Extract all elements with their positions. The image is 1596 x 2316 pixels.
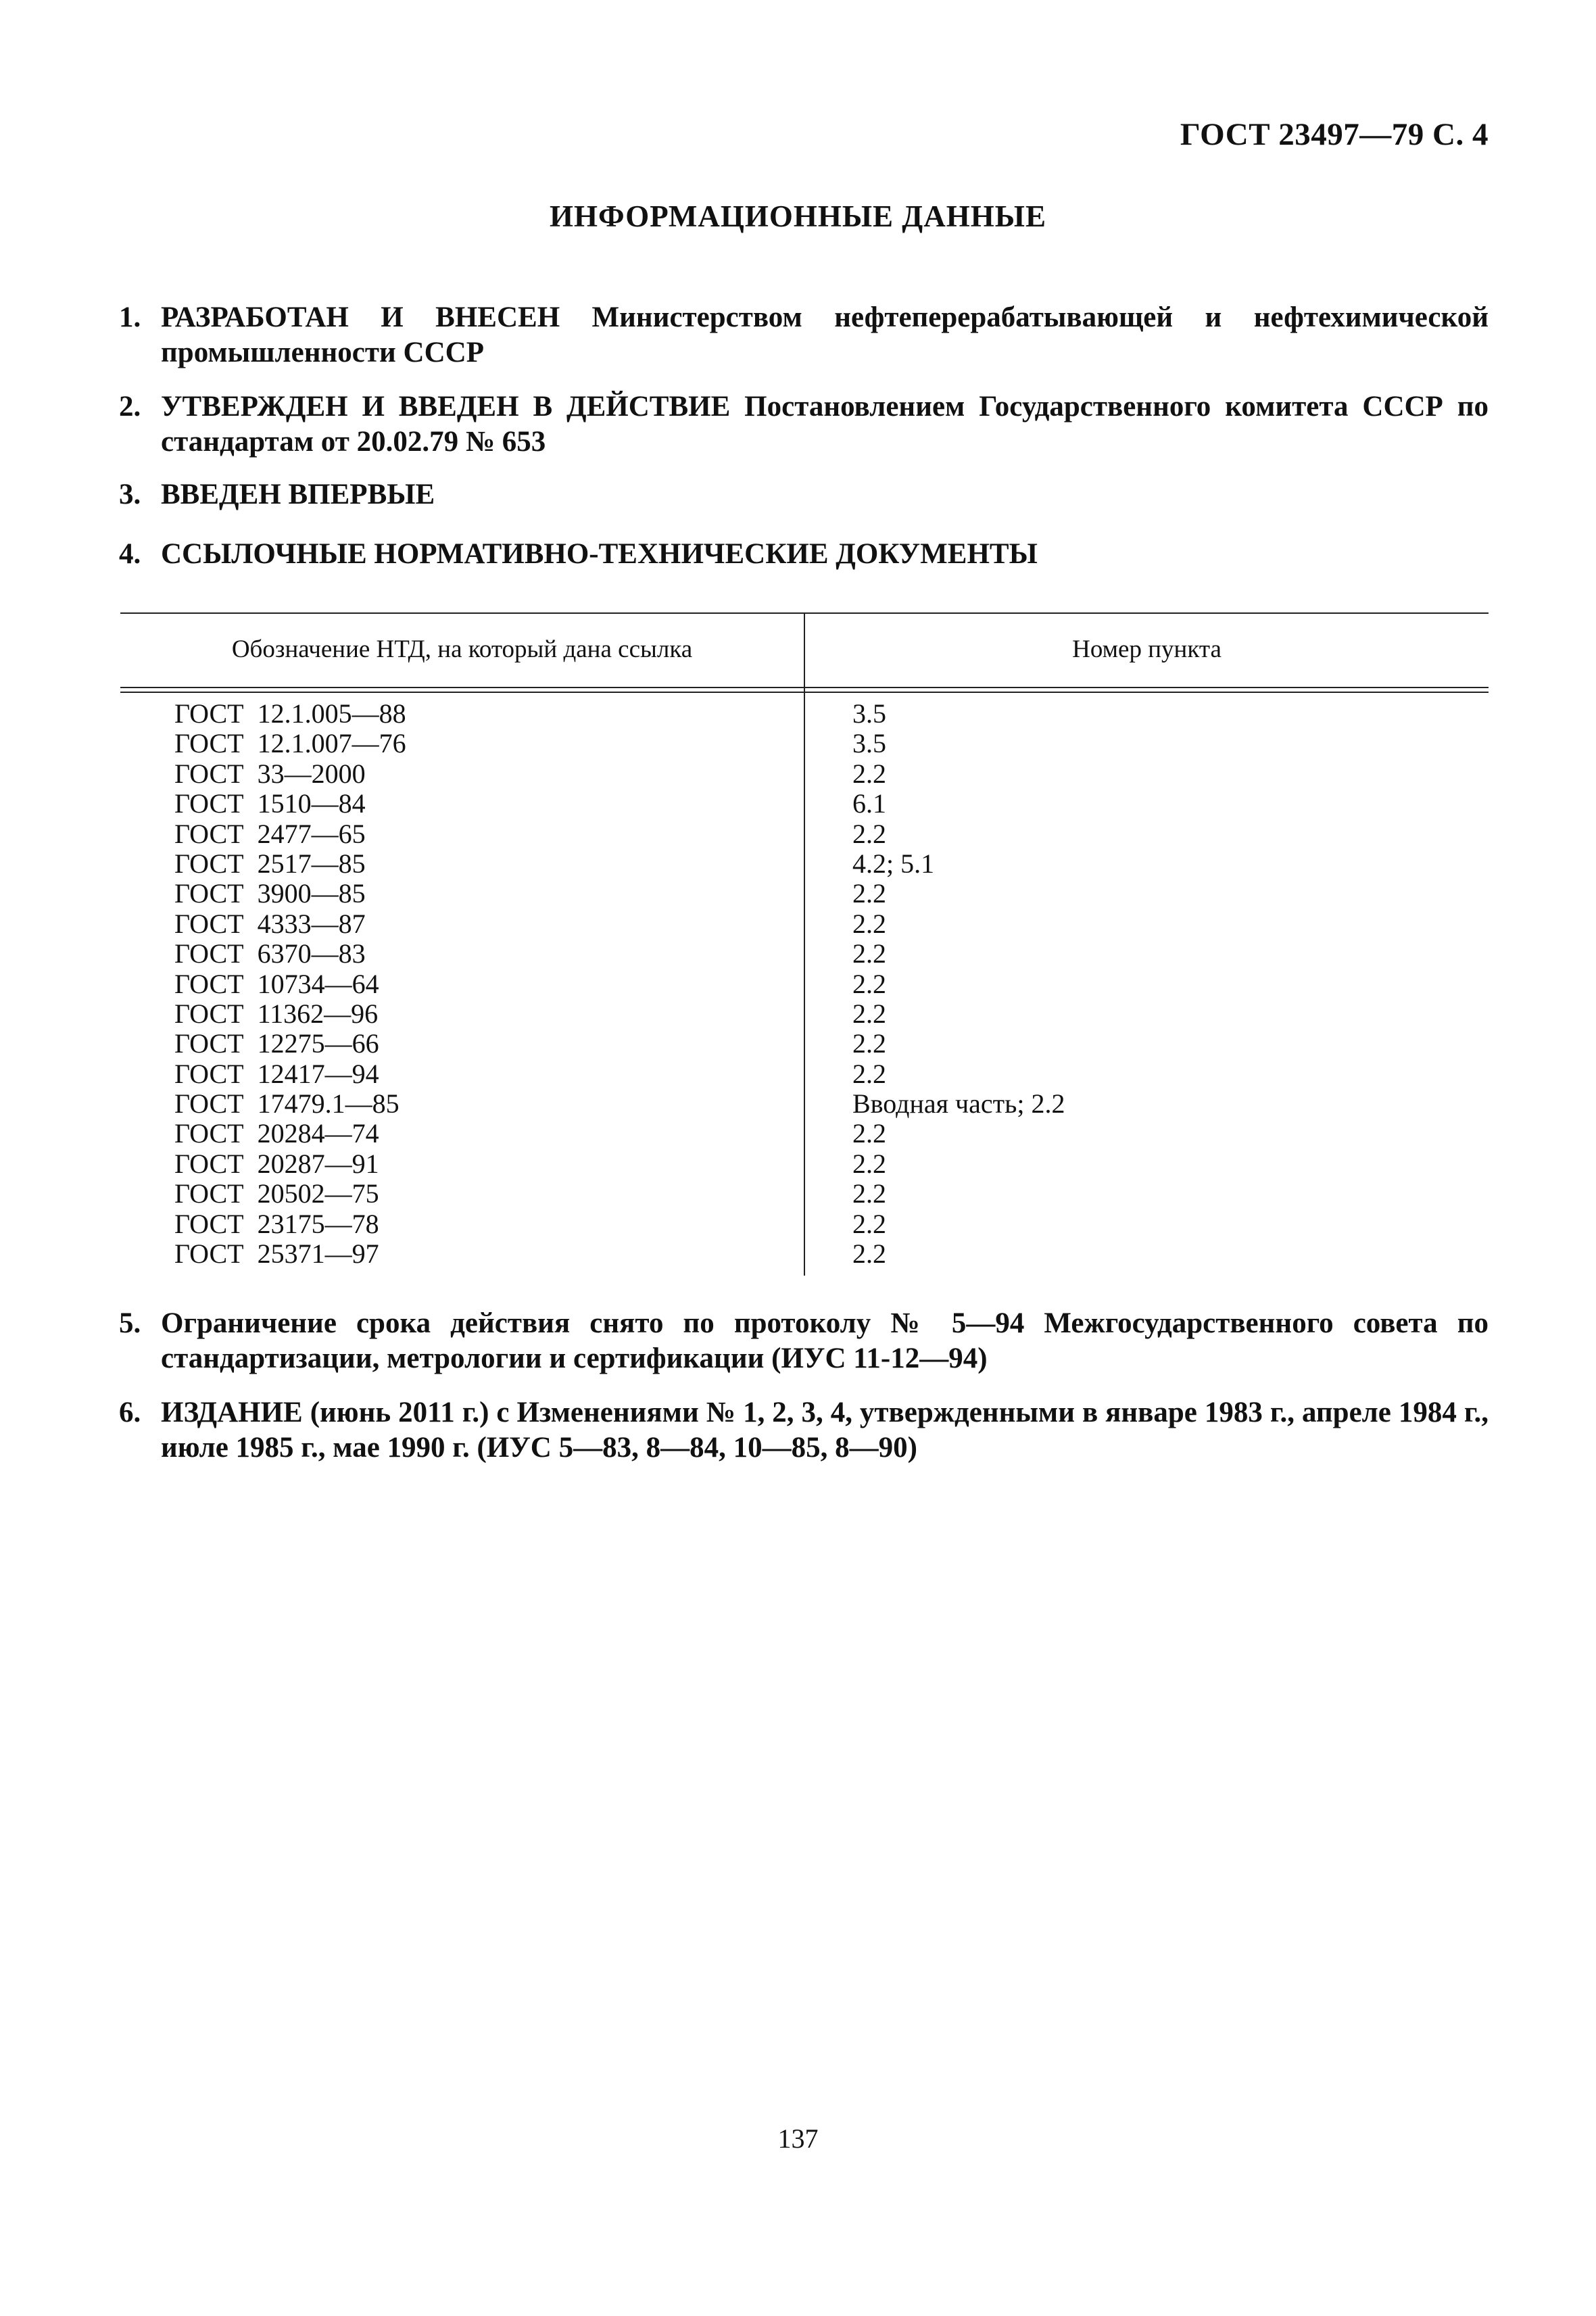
item-text: РАЗРАБОТАН И ВНЕСЕН Министерством нефтеперерабатывающей и нефтехимической промышленности СССР xyxy=(161,301,1489,368)
table-row xyxy=(120,1209,1489,1239)
cell-clause: 2.2 xyxy=(852,938,886,969)
item-text: ИЗДАНИЕ (июнь 2011 г.) с Изменениями № 1, 2, 3, 4, утвержденными в январе 1983 г., апреле 1984 г., июле 1985 г., мае 1990 г. (ИУС 5—83, 8—84, 10—85, 8—90) xyxy=(161,1397,1489,1464)
table-row xyxy=(120,699,1489,729)
cell-document: ГОСТ 12.1.005—88 xyxy=(174,698,406,729)
cell-document: ГОСТ 20284—74 xyxy=(174,1118,379,1149)
table-row xyxy=(120,819,1489,849)
info-item-5 xyxy=(119,1306,1489,1376)
table-row xyxy=(120,879,1489,909)
cell-document: ГОСТ 4333—87 xyxy=(174,908,366,939)
item-number: 5. xyxy=(119,1307,141,1339)
document-header: ГОСТ 23497—79 С. 4 xyxy=(1180,117,1489,152)
cell-clause: Вводная часть; 2.2 xyxy=(852,1088,1065,1119)
table-row xyxy=(120,909,1489,939)
table-row xyxy=(120,789,1489,819)
cell-clause: 2.2 xyxy=(852,1208,886,1239)
cell-document: ГОСТ 17479.1—85 xyxy=(174,1088,400,1119)
column-header-document: Обозначение НТД, на который дана ссылка xyxy=(231,635,693,663)
cell-document: ГОСТ 11362—96 xyxy=(174,998,379,1029)
cell-clause: 2.2 xyxy=(852,1238,886,1270)
item-text: ССЫЛОЧНЫЕ НОРМАТИВНО-ТЕХНИЧЕСКИЕ ДОКУМЕНТЫ xyxy=(161,538,1038,570)
cell-clause: 2.2 xyxy=(852,1118,886,1149)
table-row xyxy=(120,1119,1489,1149)
column-header-clause: Номер пункта xyxy=(1072,635,1222,663)
cell-clause: 2.2 xyxy=(852,1148,886,1179)
cell-clause: 2.2 xyxy=(852,818,886,849)
info-item-2 xyxy=(119,389,1489,460)
info-item-6 xyxy=(119,1395,1489,1466)
item-number: 1. xyxy=(119,301,141,333)
table-row xyxy=(120,759,1489,789)
cell-document: ГОСТ 20502—75 xyxy=(174,1178,379,1209)
table-row xyxy=(120,1149,1489,1179)
page-number: 137 xyxy=(777,2123,819,2154)
cell-document: ГОСТ 33—2000 xyxy=(174,758,366,789)
cell-document: ГОСТ 2477—65 xyxy=(174,818,366,849)
cell-document: ГОСТ 2517—85 xyxy=(174,848,366,879)
cell-clause: 3.5 xyxy=(852,698,886,729)
cell-clause: 4.2; 5.1 xyxy=(852,848,935,879)
cell-document: ГОСТ 25371—97 xyxy=(174,1238,379,1270)
cell-document: ГОСТ 12.1.007—76 xyxy=(174,728,406,759)
cell-clause: 2.2 xyxy=(852,1058,886,1089)
cell-clause: 3.5 xyxy=(852,728,886,759)
cell-clause: 2.2 xyxy=(852,1028,886,1059)
table-row xyxy=(120,1239,1489,1269)
cell-clause: 2.2 xyxy=(852,968,886,999)
table-row xyxy=(120,1179,1489,1209)
cell-document: ГОСТ 20287—91 xyxy=(174,1148,379,1179)
cell-clause: 2.2 xyxy=(852,758,886,789)
item-text: ВВЕДЕН ВПЕРВЫЕ xyxy=(161,479,435,510)
cell-document: ГОСТ 3900—85 xyxy=(174,878,366,909)
table-row xyxy=(120,1029,1489,1059)
info-item-4 xyxy=(119,537,1489,572)
table-body xyxy=(120,699,1489,1269)
cell-document: ГОСТ 1510—84 xyxy=(174,788,366,819)
cell-document: ГОСТ 12275—66 xyxy=(174,1028,379,1059)
table-row xyxy=(120,969,1489,999)
cell-document: ГОСТ 6370—83 xyxy=(174,938,366,969)
cell-clause: 2.2 xyxy=(852,908,886,939)
page-title: ИНФОРМАЦИОННЫЕ ДАННЫЕ xyxy=(550,199,1046,233)
item-number: 3. xyxy=(119,479,141,510)
item-number: 6. xyxy=(119,1397,141,1428)
item-text: УТВЕРЖДЕН И ВВЕДЕН В ДЕЙСТВИЕ Постановлением Государственного комитета СССР по стандартам от 20.02.79 № 653 xyxy=(161,391,1489,458)
cell-clause: 2.2 xyxy=(852,998,886,1029)
item-text: Ограничение срока действия снято по протоколу № 5—94 Межгосударственного совета по стандартизации, метрологии и сертификации (ИУС 11-12—94) xyxy=(161,1307,1489,1374)
table-row xyxy=(120,1059,1489,1089)
cell-clause: 2.2 xyxy=(852,1178,886,1209)
cell-clause: 6.1 xyxy=(852,788,886,819)
table-row xyxy=(120,999,1489,1029)
cell-clause: 2.2 xyxy=(852,878,886,909)
table-row xyxy=(120,729,1489,758)
cell-document: ГОСТ 10734—64 xyxy=(174,968,379,999)
cell-document: ГОСТ 23175—78 xyxy=(174,1208,379,1239)
table-row xyxy=(120,1089,1489,1119)
info-item-3 xyxy=(119,477,1489,512)
cell-document: ГОСТ 12417—94 xyxy=(174,1058,379,1089)
item-number: 2. xyxy=(119,391,141,423)
info-item-1 xyxy=(119,300,1489,370)
table-row xyxy=(120,939,1489,969)
table-row xyxy=(120,849,1489,879)
item-number: 4. xyxy=(119,538,141,570)
